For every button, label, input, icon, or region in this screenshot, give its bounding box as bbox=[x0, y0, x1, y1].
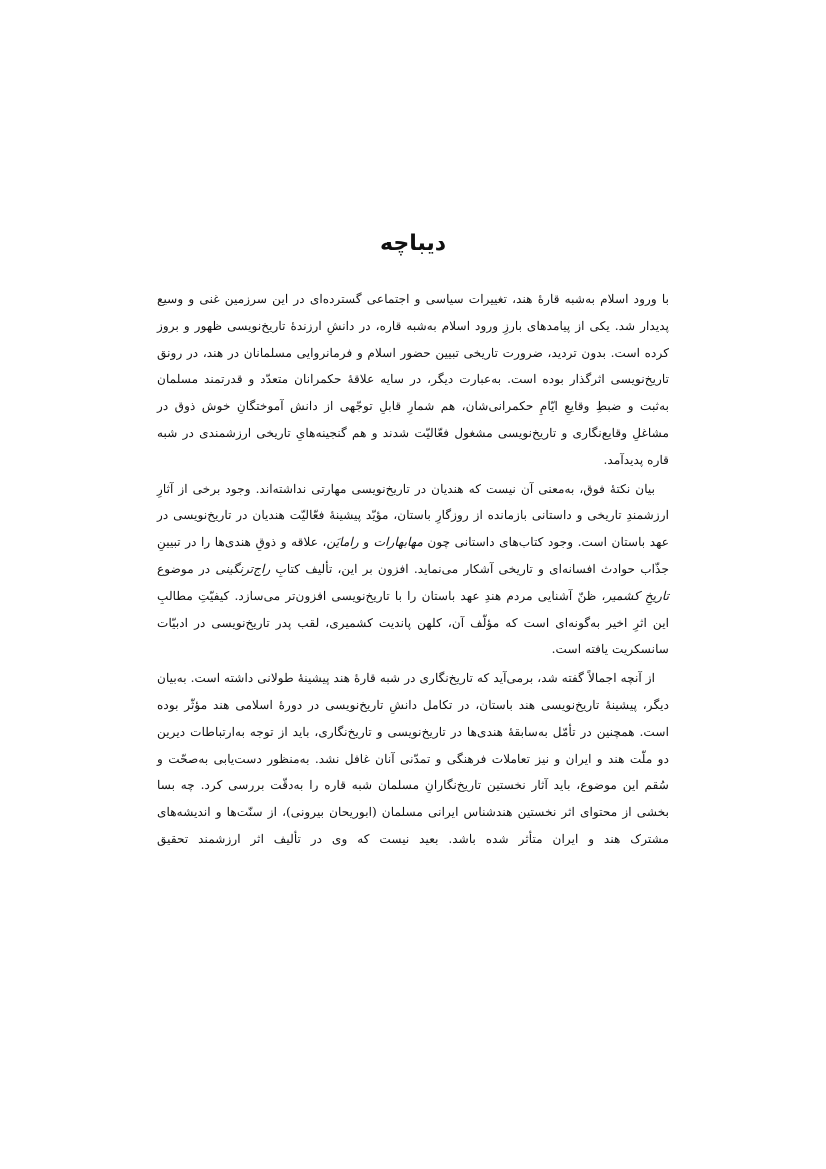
paragraph-3-text: از آنچه اجمالاً گفته شد، برمی‌آید که تاریخ‌نگاری در شبه قارهٔ هند پیشینهٔ طولانی داشته است. به‌بیان دیگر، پیشینهٔ تاریخ‌نویسی هند باستان، در تکامل دانشِ تاریخ‌نویسی در دورهٔ اسلامی هند مؤثّر بوده است. همچنین در تأمّل به‌سابقهٔ هندی‌ها در تاریخ‌نویسی و تاریخ‌نگاری، باید از توجه به‌ارتباطات دیرین دو ملّت هند و ایران و نیز تعاملات فرهنگی و تمدّنی آنان غافل نشد. به‌منظور دست‌یابی به‌صحّت و سُقم این موضوع، باید آثار نخستین تاریخ‌نگارانِ مسلمان شبه قاره را به‌دقّت بررسی کرد. چه بسا بخشی از محتوای اثر نخستین هندشناس ایرانی مسلمان (ابوریحان بیرونی)، از سنّت‌ها و اندیشه‌های مشترک هند و ایران متأثر شده باشد. بعید نیست که وی در تألیف اثر ارزشمند تحقیق bbox=[157, 671, 669, 846]
italic-title-rajatarangini: راج‌ترنگینی bbox=[215, 561, 271, 576]
body-text bbox=[157, 286, 669, 855]
paragraph-1-text: با ورود اسلام به‌شبه قارهٔ هند، تغییرات سیاسی و اجتماعی گسترده‌ای در این سرزمین غنی و وسیع پدیدار شد. یکی از پیامدهای بارزِ ورود اسلام به‌شبه قاره، در دانشِ ارزندهٔ تاریخ‌نویسی ظهور و بروز کرده است. بدون تردید، ضرورت تاریخی تبیین حضور اسلام و فرمانروایی مسلمانان در هند، در رونق تاریخ‌نویسی اثرگذار بوده است. به‌عبارت دیگر، در سایه علاقهٔ حکمرانان متعدّد و قدرتمند مسلمان به‌ثبت و ضبطِ وقایعِ ایّامِ حکمرانی‌شان، هم شمارِ قابلِ توجّهی از دانش آموختگانِ خوش ذوق در مشاغلِ وقایع‌نگاری و تاریخ‌نویسی مشغول فعّالیّت شدند و هم گنجینه‌هایِ تاریخی ارزشمندی در شبه قاره پدیدآمد. bbox=[157, 292, 669, 467]
paragraph-3 bbox=[157, 665, 669, 853]
page-title: دیباچه bbox=[380, 231, 446, 256]
paragraph-2-segment: و bbox=[358, 535, 374, 550]
paragraph-1 bbox=[157, 286, 669, 474]
paragraph-2-segment: ، ظنّ آشنایی مردم هندِ عهد باستان را با تاریخ‌نویسی افزون‌تر می‌سازد. کیفیّتِ مطالبِ این اثرِ اخیر به‌گونه‌ای است که مؤلّف آن، کلهن پاندیت کشمیری، لقب پدر تاریخ‌نویسی در ادبیّات سانسکریت یافته است. bbox=[157, 588, 669, 657]
italic-title-history-of-kashmir: تاریخِ کشمیر bbox=[605, 588, 670, 603]
paragraph-2-segment: ، علاقه و ذوقِ هندی‌ها را در تبیینِ جذّاب حوادث افسانه‌ای و تاریخی آشکار می‌نماید. افزون بر این، تألیف کتابِ bbox=[157, 535, 669, 576]
paragraph-2 bbox=[157, 476, 669, 664]
italic-title-mahabharata: مهابهارات bbox=[373, 535, 423, 550]
paragraph-2-segment: در موضوع bbox=[157, 561, 216, 576]
paragraph-2-segment: بیان نکتهٔ فوق، به‌معنی آن نیست که هندیان در تاریخ‌نویسی مهارتی نداشته‌اند. وجود برخی از آثارِ ارزشمندِ تاریخی و داستانی بازمانده از روزگارِ باستان، مؤیّد پیشینهٔ فعّالیّت هندیان در تاریخ‌نویسی در عهد باستان است. وجود کتاب‌های داستانی چون bbox=[157, 481, 669, 550]
italic-title-ramayana: رامایَن bbox=[326, 535, 359, 550]
